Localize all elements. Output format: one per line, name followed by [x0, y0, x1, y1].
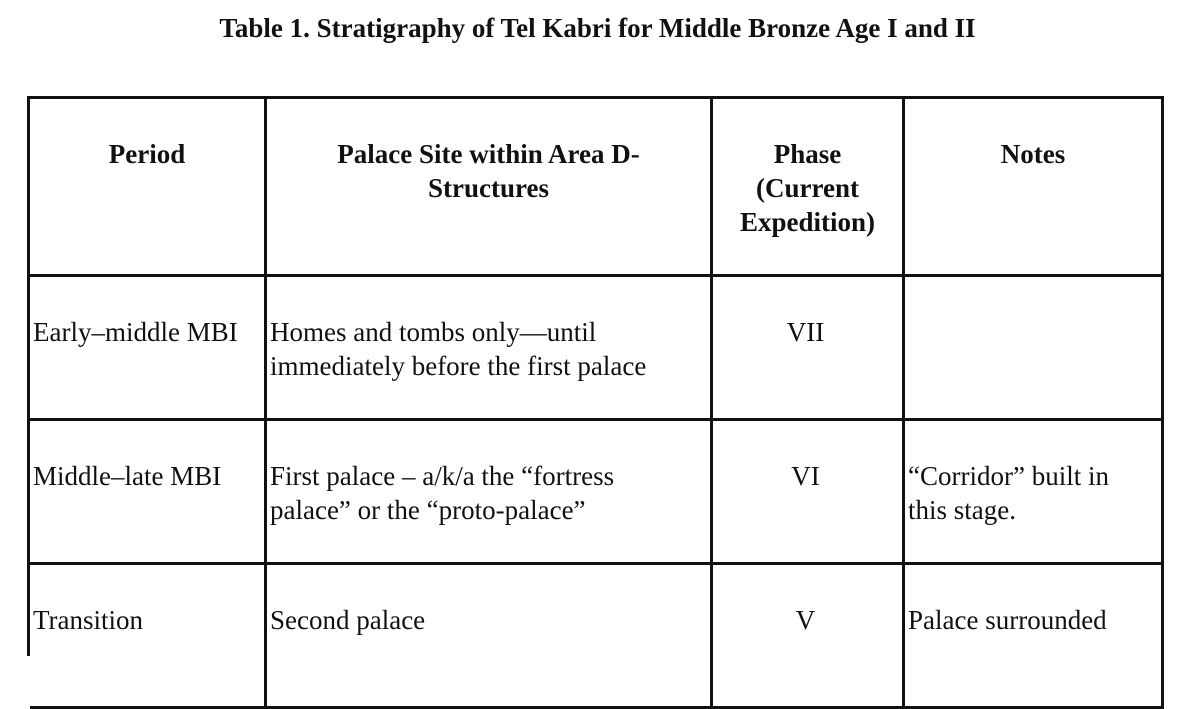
table-title: Table 1. Stratigraphy of Tel Kabri for Middle Bronze Age I and II — [219, 13, 976, 43]
row-3-phase: V — [713, 565, 905, 709]
row-2-structures: First palace – a/k/a the “fortress palace” or the “proto-palace” — [267, 421, 713, 565]
row-1-period: Early–middle MBI — [30, 277, 267, 421]
row-2-period: Middle–late MBI — [30, 421, 267, 565]
header-phase: Phase (Current Expedition) — [713, 99, 905, 277]
row-1-phase: VII — [713, 277, 905, 421]
row-3-period: Transition — [30, 565, 267, 709]
row-3-notes: Palace surrounded — [905, 565, 1164, 709]
header-palace-site: Palace Site within Area D- Structures — [267, 99, 713, 277]
row-1-structures: Homes and tombs only—until immediately before the first palace — [267, 277, 713, 421]
stratigraphy-table — [27, 96, 1164, 656]
header-period: Period — [30, 99, 267, 277]
row-1-notes — [905, 277, 1164, 421]
header-notes: Notes — [905, 99, 1164, 277]
row-2-phase: VI — [713, 421, 905, 565]
row-2-notes: “Corridor” built in this stage. — [905, 421, 1164, 565]
row-3-structures: Second palace — [267, 565, 713, 709]
